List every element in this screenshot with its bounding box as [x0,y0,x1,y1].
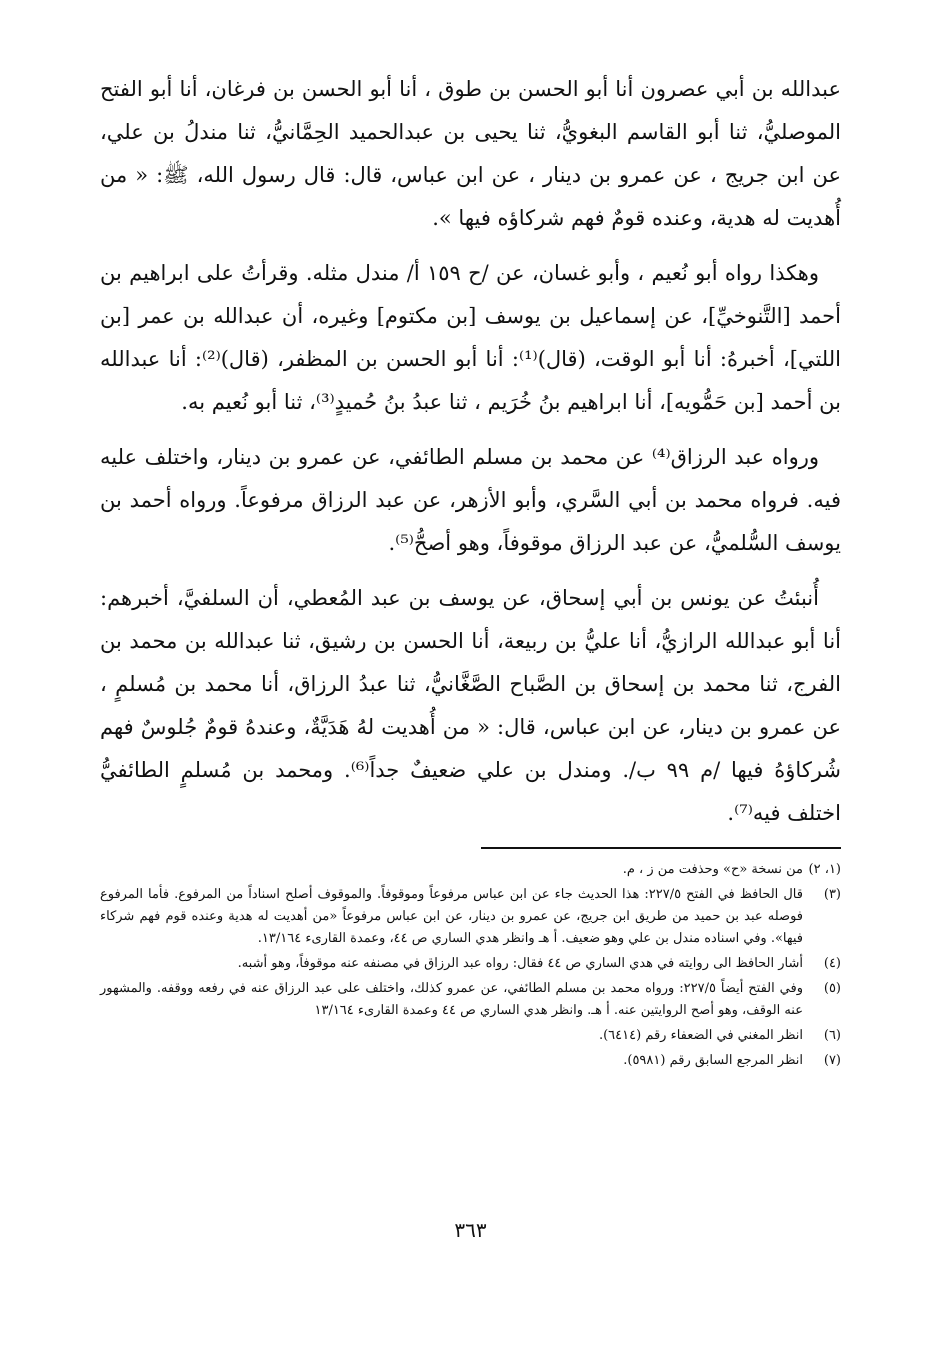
paragraph: وهكذا رواه أبو نُعيم ، وأبو غسان، عن /ح ١٥٩ أ/ مندل مثله. وقرأتُ على ابراهيم بن أحمد [التَّنوخيِّ]، عن إسماعيل بن يوسف [بن مكتوم] وغيره، أن عبدالله بن عمر [بن اللتي]، أخبرهُ: أنا أبو الوقت، (قال)⁽¹⁾: أنا أبو الحسن بن المظفر، (قال)⁽²⁾: أنا عبدالله بن أحمد [بن حَمُّويه]، أنا ابراهيم بنُ خُرَيم ، ثنا عبدُ بنُ حُميدٍ⁽³⁾، ثنا أبو نُعيم به. [100,261,841,414]
footnote-number: (٣) [823,887,841,902]
footnotes [100,859,841,1072]
footnote [100,859,841,881]
footnote-text: انظر المغني في الضعفاء رقم (٦٤١٤). [598,1028,803,1043]
footnote-number: (٤) [823,956,841,971]
main-text [100,68,841,835]
paragraph: ورواه عبد الرزاق⁽⁴⁾ عن محمد بن مسلم الطائفي، عن عمرو بن دينار، واختلف عليه فيه. فرواه محمد بن أبي السَّري، وأبو الأزهر، عن عبد الرزاق مرفوعاً. ورواه أحمد بن يوسف السُّلميُّ، عن عبد الرزاق موقوفاً، وهو أصحُّ⁽⁵⁾. [100,445,841,555]
footnote-number: (٥) [823,981,841,996]
footnote-number: (٧) [823,1053,841,1068]
footnote-text: من نسخة «ح» وحذفت من ز ، م. [622,862,803,877]
footnote-number: (٦) [823,1028,841,1043]
footnote-text: قال الحافظ في الفتح ٢٢٧/٥: هذا الحديث جاء عن ابن عباس مرفوعاً وموقوفاً. والموقوف أصلح اسناداً من المرفوع. فأما المرفوع فوصله عبد بن حميد من طريق ابن جريج، عن عمرو بن دينار، عن ابن عباس مرفوعاً «من أهديت له هدية وعنده قوم فهم شركاء فيها». وفي اسناده مندل بن علي وهو ضعيف. أ هـ وانظر هدي الساري ص ٤٤، وعمدة القارىء ١٣/١٦٤. [100,887,803,946]
footnote-text: أشار الحافظ الى روايته في هدي الساري ص ٤٤ فقال: رواه عبد الرزاق في مصنفه عنه موقوفاً، وهو أشبه. [237,956,803,971]
paragraph: أُنبئتُ عن يونس بن أبي إسحاق، عن يوسف بن عبد المُعطي، أن السلفيَّ، أخبرهم: أنا أبو عبدالله الرازيُّ، أنا عليُّ بن ربيعة، أنا الحسن بن رشيق، ثنا عبدالله بن محمد بن الفرج، ثنا محمد بن إسحاق بن الصَّباح الصَّغَّانيُّ، ثنا عبدُ الرزاق، أنا محمد بن مُسلمٍ ، عن عمرو بن دينار، عن ابن عباس، قال: « من أُهديت لهُ هَدَيَّةٌ، وعندهُ قومٌ جُلوسٌ فهم شُركاؤهُ فيها /م ٩٩ ب/. ومندل بن علي ضعيفٌ جداً⁽⁶⁾. ومحمد بن مُسلمٍ الطائفيُّ اختلف فيه⁽⁷⁾. [100,586,841,825]
footnote [100,953,841,975]
footnote-number: (١، ٢) [808,862,841,877]
footnote-text: وفي الفتح أيضاً ٢٢٧/٥: ورواه محمد بن مسلم الطائفي، عن عمرو كذلك، واختلف على عبد الرزاق عنه في رفعه ووقفه. والمشهور عنه الوقف، وهو أصح الروايتين عنه. أ هـ. وانظر هدي الساري ص ٤٤ وعمدة القارىء ١٣/١٦٤ [100,981,803,1018]
footnote [100,884,841,950]
footnote [100,1050,841,1072]
footnote [100,978,841,1022]
footnote [100,1025,841,1047]
paragraph: عبدالله بن أبي عصرون أنا أبو الحسن بن طوق ، أنا أبو الحسن بن فرغان، أنا أبو الفتح الموصليُّ، ثنا أبو القاسم البغويُّ، ثنا يحيى بن عبدالحميد الحِمَّانيُّ، ثنا مندلُ بن علي، عن ابن جريج ، عن عمرو بن دينار ، عن ابن عباس، قال: قال رسول الله، ﷺ: « من أُهديت له هدية، وعنده قومٌ فهم شركاؤه فيها ». [100,77,841,230]
page-number: ٣٦٣ [454,1218,487,1242]
footnote-text: انظر المرجع السابق رقم (٥٩٨١). [623,1053,803,1068]
footnote-separator [481,847,841,849]
